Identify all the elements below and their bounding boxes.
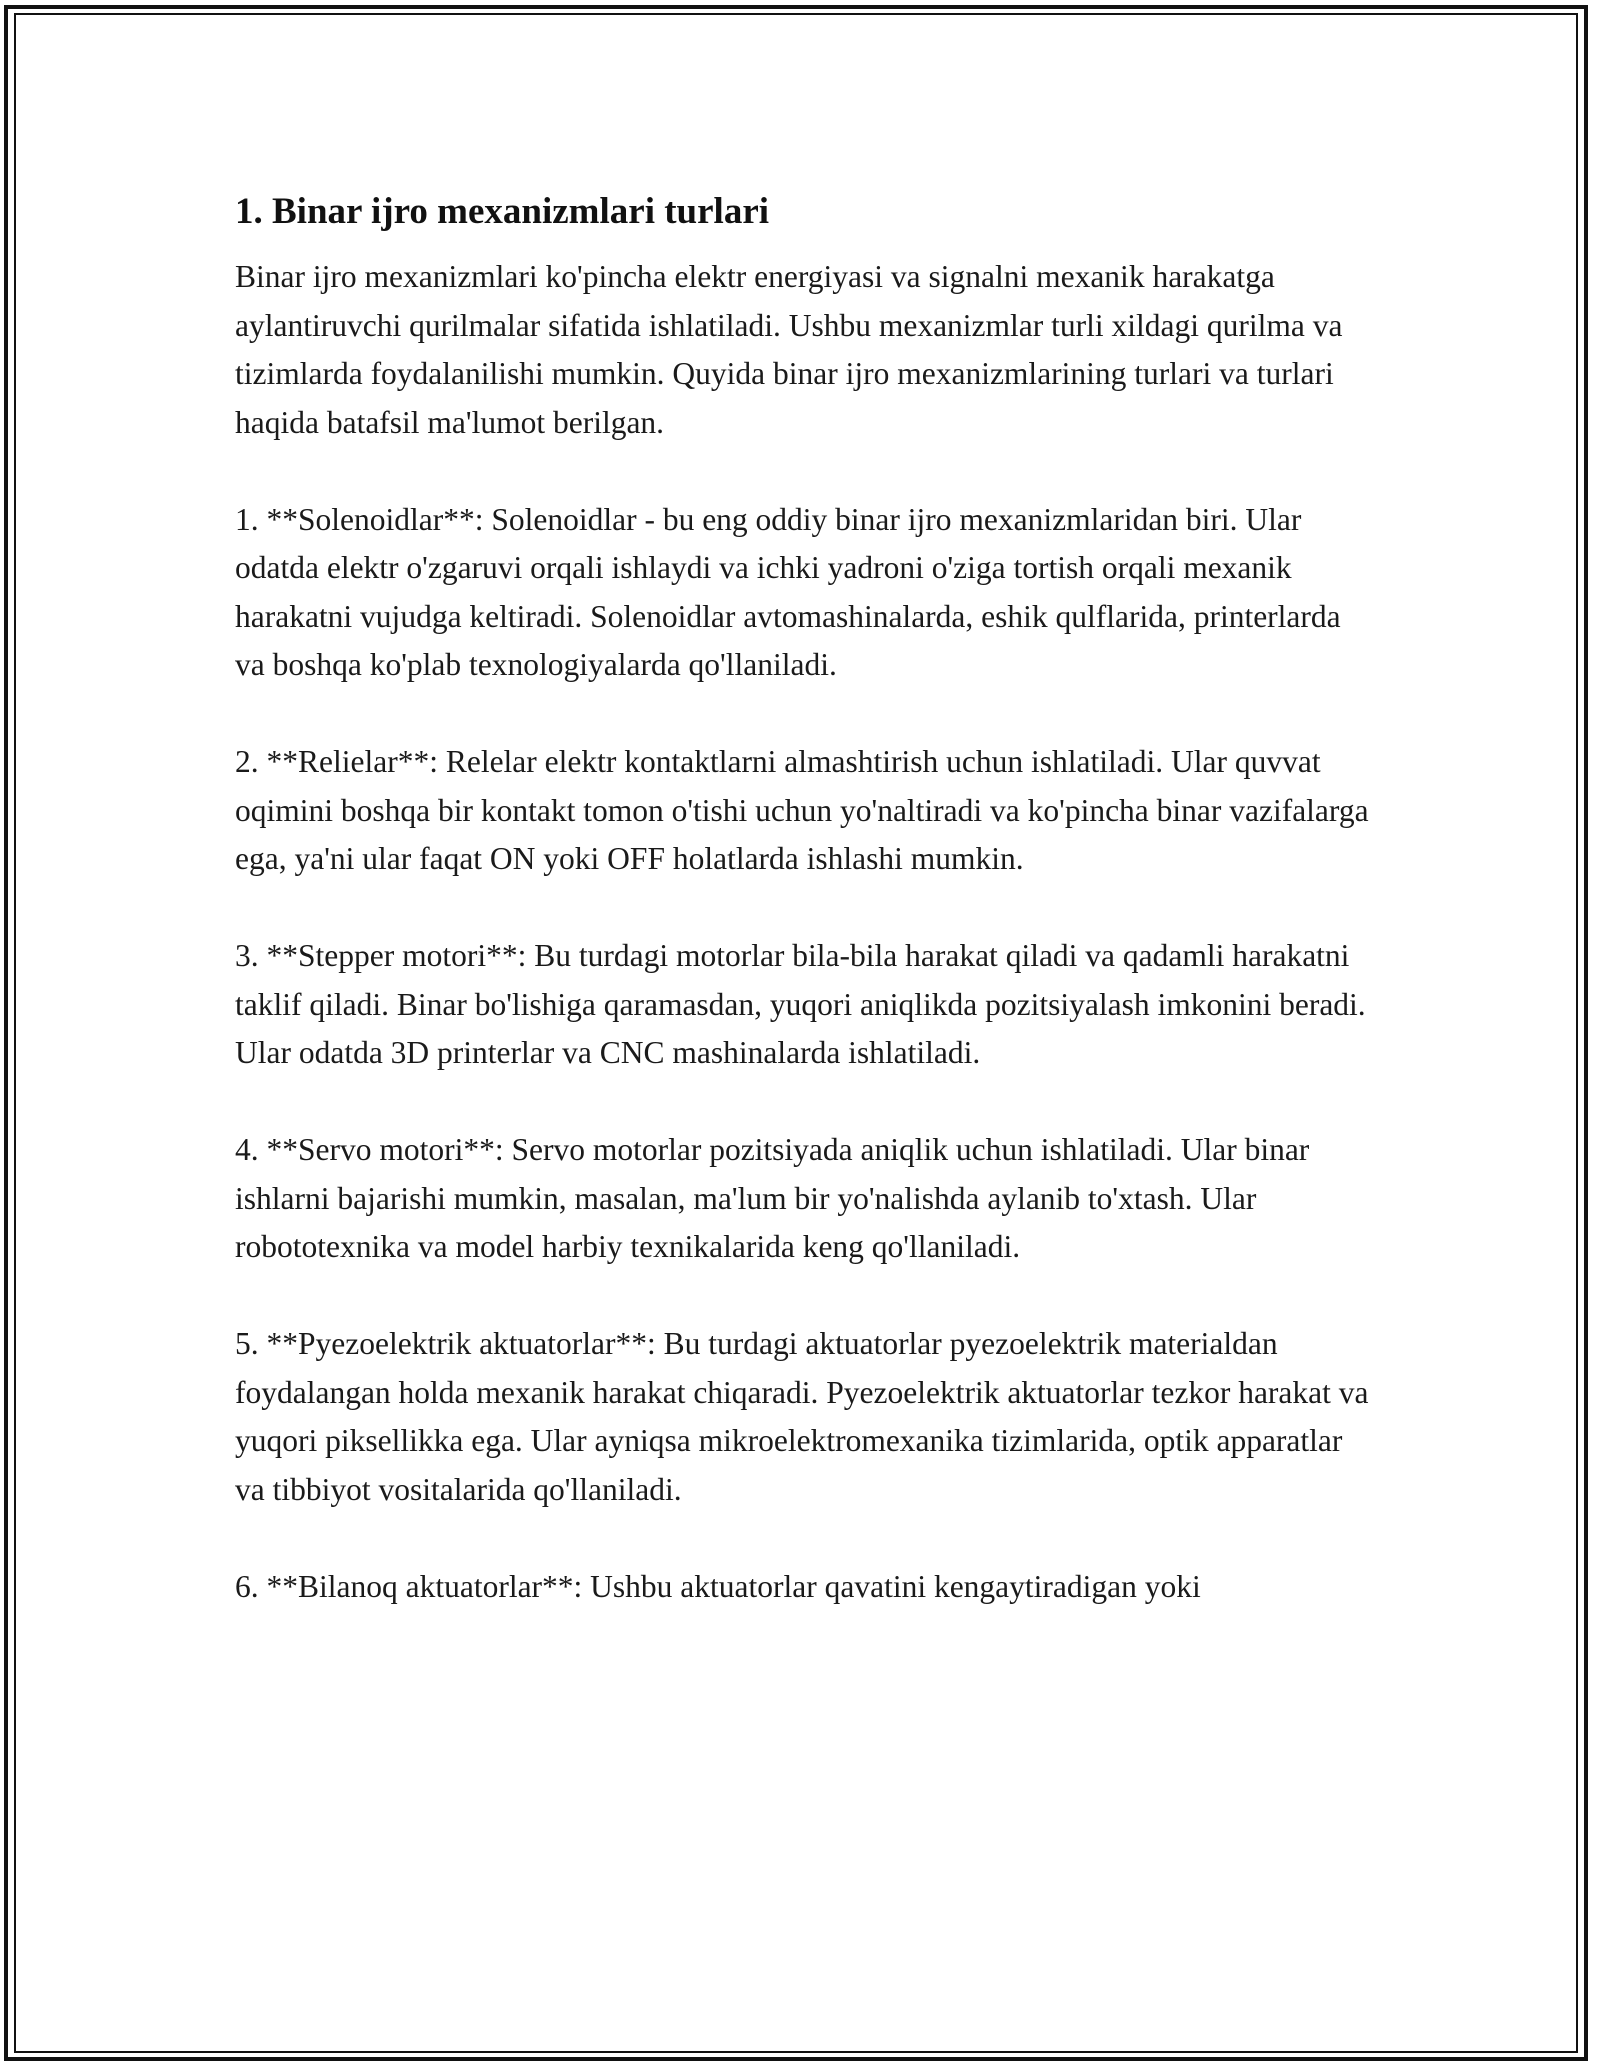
item-piezo-actuators: 5. **Pyezoelektrik aktuatorlar**: Bu turdagi aktuatorlar pyezoelektrik materialdan foydalangan holda mexanik harakat chiqaradi. Pyezoelektrik aktuatorlar tezkor harakat va yuqori piksellikka ega. Ular ayniqsa mikroelektromexanika tizimlarida, optik apparatlar va tibbiyot vositalarida qo'llaniladi. bbox=[235, 1326, 1369, 1507]
item-bilanoq-actuators: 6. **Bilanoq aktuatorlar**: Ushbu aktuatorlar qavatini kengaytiradigan yoki bbox=[235, 1568, 1201, 1604]
item-stepper-motor: 3. **Stepper motori**: Bu turdagi motorlar bila-bila harakat qiladi va qadamli harakatni taklif qiladi. Binar bo'lishiga qaramasdan, yuqori aniqlikda pozitsiyalash imkonini beradi. Ular odatda 3D printerlar va CNC mashinalarda ishlatiladi. bbox=[235, 938, 1366, 1070]
item-servo-motor: 4. **Servo motori**: Servo motorlar pozitsiyada aniqlik uchun ishlatiladi. Ular binar ishlarni bajarishi mumkin, masalan, ma'lum bir yo'nalishda aylanib to'xtash. Ular robototexnika va model harbiy texnikalarida keng qo'llaniladi. bbox=[235, 1132, 1310, 1264]
intro-paragraph: Binar ijro mexanizmlari ko'pincha elektr energiyasi va signalni mexanik harakatga aylantiruvchi qurilmalar sifatida ishlatiladi. Ushbu mexanizmlar turli xildagi qurilma va tizimlarda foydalanilishi mumkin. Quyida binar ijro mexanizmlarining turlari va turlari haqida batafsil ma'lumot berilgan. bbox=[235, 259, 1343, 440]
section-heading: 1. Binar ijro mexanizmlari turlari bbox=[235, 191, 770, 232]
document-body bbox=[235, 184, 1375, 1611]
item-relays: 2. **Relielar**: Relelar elektr kontaktlarni almashtirish uchun ishlatiladi. Ular quvvat oqimini boshqa bir kontakt tomon o'tishi uchun yo'naltiradi va ko'pincha binar vazifalarga ega, ya'ni ular faqat ON yoki OFF holatlarda ishlashi mumkin. bbox=[235, 744, 1369, 876]
item-solenoids: 1. **Solenoidlar**: Solenoidlar - bu eng oddiy binar ijro mexanizmlaridan biri. Ular odatda elektr o'zgaruvi orqali ishlaydi va ichki yadroni o'ziga tortish orqali mexanik harakatni vujudga keltiradi. Solenoidlar avtomashinalarda, eshik qulflarida, printerlarda va boshqa ko'plab texnologiyalarda qo'llaniladi. bbox=[235, 501, 1341, 682]
